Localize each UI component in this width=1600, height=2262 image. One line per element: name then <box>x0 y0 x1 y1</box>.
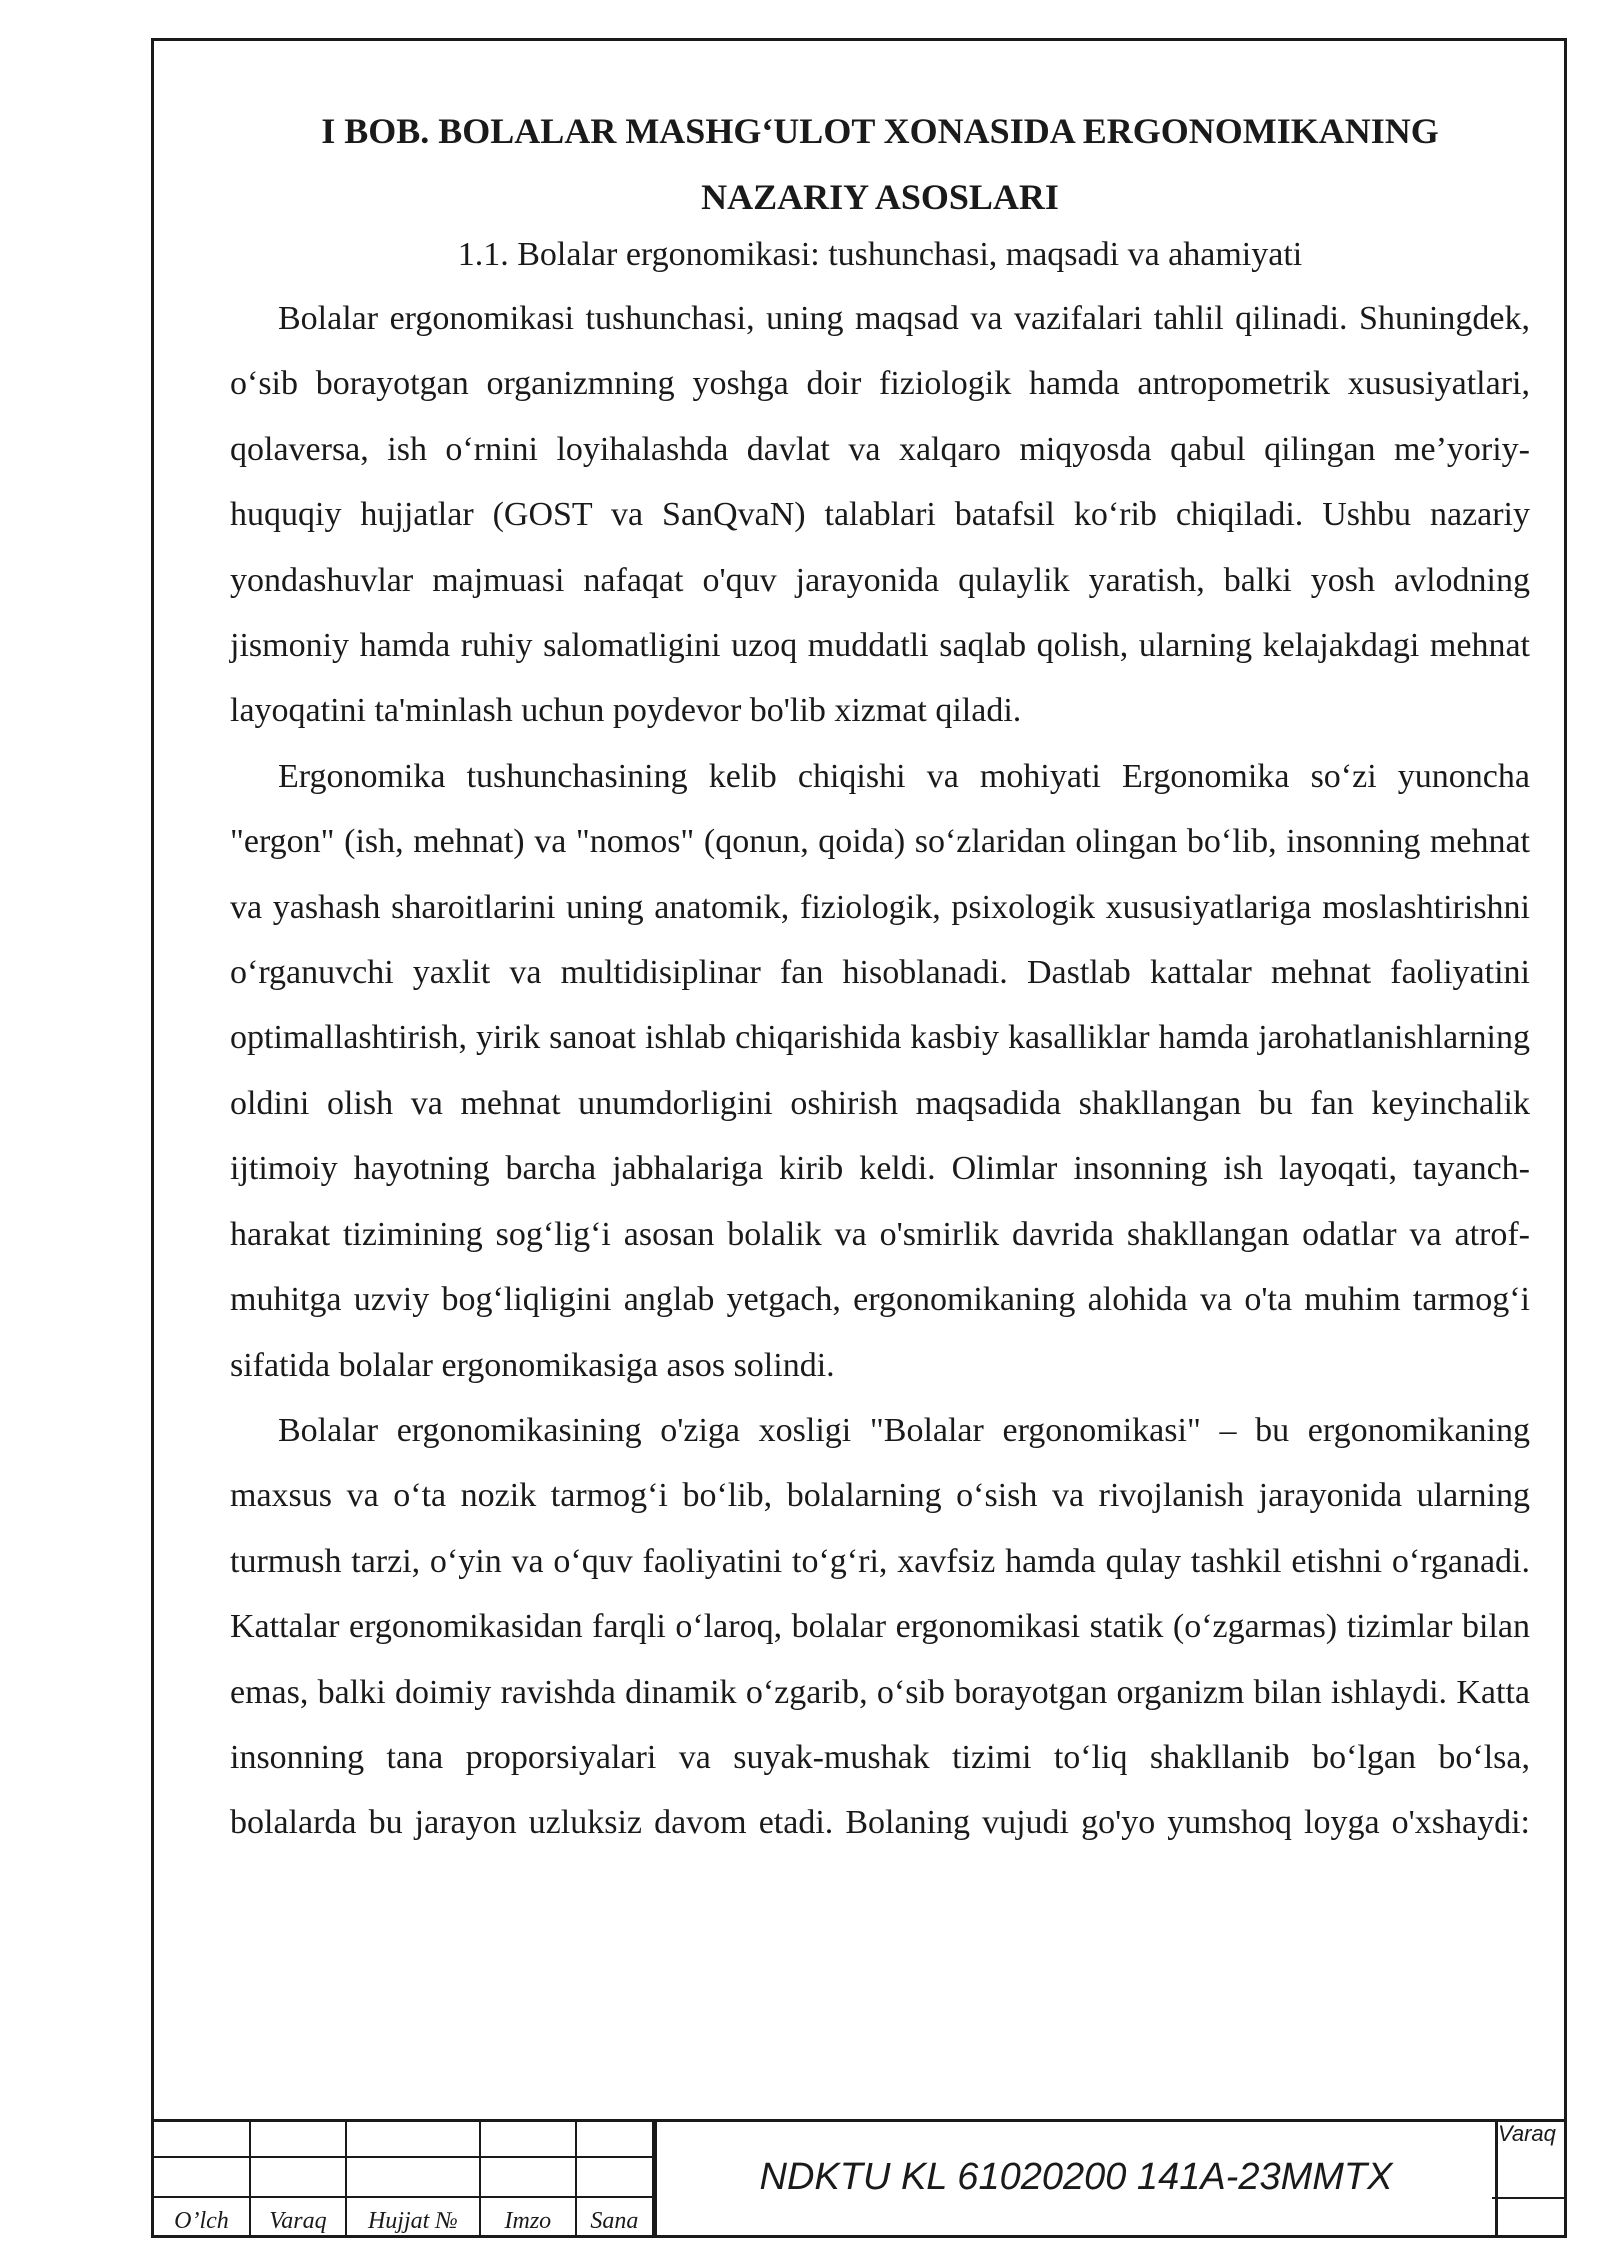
stamp-label-sana: Sana <box>576 2197 653 2235</box>
document-code: NDKTU KL 61020200 141A-23MMTX <box>654 2119 1498 2235</box>
paragraph-1: Bolalar ergonomikasi tushunchasi, uning maqsad va vazifalari tahlil qilinadi. Shuningdek, o‘sib borayotgan organizmning yoshga doir fiziologik hamda antropometrik xususiyatlari, qolaversa, ish o‘rnini loyihalashda davlat va xalqaro miqyosda qabul qilingan me’yoriy-huquqiy hujjatlar (GOST va SanQvaN) talablari batafsil ko‘rib chiqiladi. Ushbu nazariy yondashuvlar majmuasi nafaqat o'quv jarayonida qulaylik yaratish, balki yosh avlodning jismoniy hamda ruhiy salomatligini uzoq muddatli saqlab qolish, ularning kelajakdagi mehnat layoqatini ta'minlash uchun poydevor bo'lib xizmat qiladi. <box>230 300 1530 730</box>
chapter-title-line1: I BOB. BOLALAR MASHG‘ULOT XONASIDA ERGONOMIKANING <box>321 111 1439 151</box>
paragraph-3: Bolalar ergonomikasining o'ziga xosligi "Bolalar ergonomikasi" – bu ergonomikaning maxsus va o‘ta nozik tarmog‘i bo‘lib, bolalarning o‘sish va rivojlanish jarayonida ularning turmush tarzi, o‘yin va o‘quv faoliyatini to‘g‘ri, xavfsiz hamda qulay tashkil etishni o‘rganadi. Kattalar ergonomikasidan farqli o‘laroq, bolalar ergonomikasi statik (o‘zgarmas) tizimlar bilan emas, balki doimiy ravishda dinamik o‘zgarib, o‘sib borayotgan organizm bilan ishlaydi. Katta insonning tana proporsiyalari va suyak-mushak tizimi to‘liq shakllanib bo‘lgan bo‘lsa, bolalarda bu jarayon uzluksiz davom etadi. Bolaning vujudi go'yo yumshoq loyga o'xshaydi: <box>230 1411 1530 1842</box>
paragraph-2: Ergonomika tushunchasining kelib chiqishi va mohiyati Ergonomika so‘zi yunoncha "ergon" (ish, mehnat) va "nomos" (qonun, qoida) so‘zlaridan olingan bo‘lib, insonning mehnat va yashash sharoitlarini uning anatomik, fiziologik, psixologik xususiyatlariga moslashtirishni o‘rganuvchi yaxlit va multidisiplinar fan hisoblanadi. Dastlab kattalar mehnat faoliyatini optimallashtirish, yirik sanoat ishlab chiqarishida kasbiy kasalliklar hamda jarohatlanishlarning oldini olish va mehnat unumdorligini oshirish maqsadida shakllangan bu fan keyinchalik ijtimoiy hayotning barcha jabhalariga kirib keldi. Olimlar insonning ish layoqati, tayanch-harakat tizimining sog‘lig‘i asosan bolalik va o'smirlik davrida shakllangan odatlar va atrof-muhitga uzviy bog‘liqligini anglab yetgach, ergonomikaning alohida va o'ta muhim tarmog‘i sifatida bolalar ergonomikasiga asos solindi. <box>230 757 1530 1384</box>
stamp-label-hujjat: Hujjat № <box>346 2197 480 2235</box>
stamp-grid <box>154 2119 654 2235</box>
stamp-cell <box>480 2119 576 2157</box>
sheet-number-box <box>1492 2119 1564 2235</box>
stamp-cell <box>346 2157 480 2196</box>
sheet-divider <box>1492 2197 1564 2199</box>
stamp-cell <box>576 2119 653 2157</box>
title-block-stamp <box>151 2119 1567 2238</box>
stamp-label-varaq: Varaq <box>250 2197 346 2235</box>
stamp-cell <box>154 2157 250 2196</box>
stamp-cell <box>346 2119 480 2157</box>
stamp-label-imzo: Imzo <box>480 2197 576 2235</box>
section-title: 1.1. Bolalar ergonomikasi: tushunchasi, maqsadi va ahamiyati <box>457 236 1303 273</box>
document-body <box>230 98 1530 1856</box>
stamp-cell <box>480 2157 576 2196</box>
stamp-cell <box>154 2119 250 2157</box>
stamp-cell <box>250 2119 346 2157</box>
stamp-cell <box>250 2157 346 2196</box>
sheet-label: Varaq <box>1498 2121 1556 2146</box>
stamp-label-olch: O’lch <box>154 2197 250 2235</box>
stamp-cell <box>576 2157 653 2196</box>
chapter-title-line2: NAZARIY ASOSLARI <box>701 177 1059 217</box>
